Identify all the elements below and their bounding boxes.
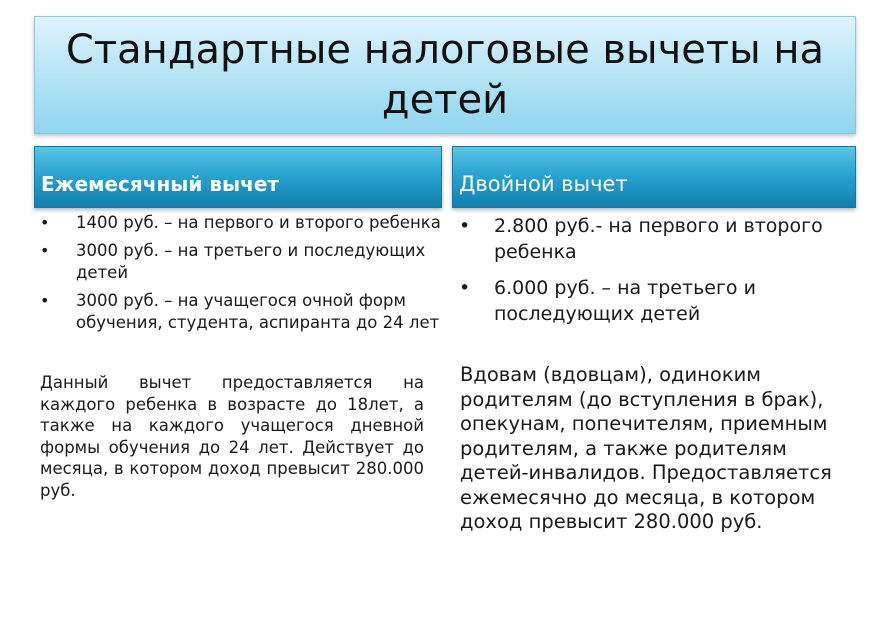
list-item <box>452 275 856 327</box>
list-item <box>34 290 442 334</box>
monthly-deduction-list <box>34 212 442 334</box>
monthly-deduction-header <box>34 146 442 208</box>
list-item-text: 3000 руб. – на учащегося очной форм обучения, студента, аспиранта до 24 лет <box>76 291 440 332</box>
double-deduction-column <box>452 146 856 535</box>
list-item <box>34 212 442 234</box>
bullet-icon: • <box>459 215 471 237</box>
bullet-icon: • <box>40 241 50 260</box>
list-item <box>452 213 856 265</box>
bullet-icon: • <box>40 291 50 310</box>
slide-title-box <box>34 16 856 134</box>
list-item-text: 2.800 руб.- на первого и второго ребенка <box>494 215 823 263</box>
bullet-icon: • <box>459 277 471 299</box>
list-item-text: 3000 руб. – на третьего и последующих детей <box>76 241 426 282</box>
monthly-deduction-header-label: Ежемесячный вычет <box>41 172 279 196</box>
double-deduction-header-label: Двойной вычет <box>459 172 628 196</box>
double-deduction-header <box>452 146 856 208</box>
list-item-text: 1400 руб. – на первого и второго ребенка <box>76 213 441 232</box>
monthly-deduction-description: Данный вычет предоставляется на каждого ребенка в возрасте до 18лет, а также на каждого учащегося дневной формы обучения до 24 лет. Действует до месяца, в котором доход превысит 280.000 руб. <box>40 373 424 500</box>
double-deduction-description: Вдовам (вдовцам), одиноким родителям (до вступления в брак), опекунам, попечителям, приемным родителям, а также родителям детей-инвалидов. Предоставляется ежемесячно до месяца, в котором доход превысит 280.000 руб. <box>460 363 832 533</box>
list-item <box>34 240 442 284</box>
monthly-deduction-column <box>34 146 442 501</box>
slide-title: Стандартные налоговые вычеты на детей <box>65 27 825 123</box>
list-item-text: 6.000 руб. – на третьего и последующих детей <box>494 277 756 325</box>
bullet-icon: • <box>40 213 50 232</box>
double-deduction-list <box>452 213 856 327</box>
